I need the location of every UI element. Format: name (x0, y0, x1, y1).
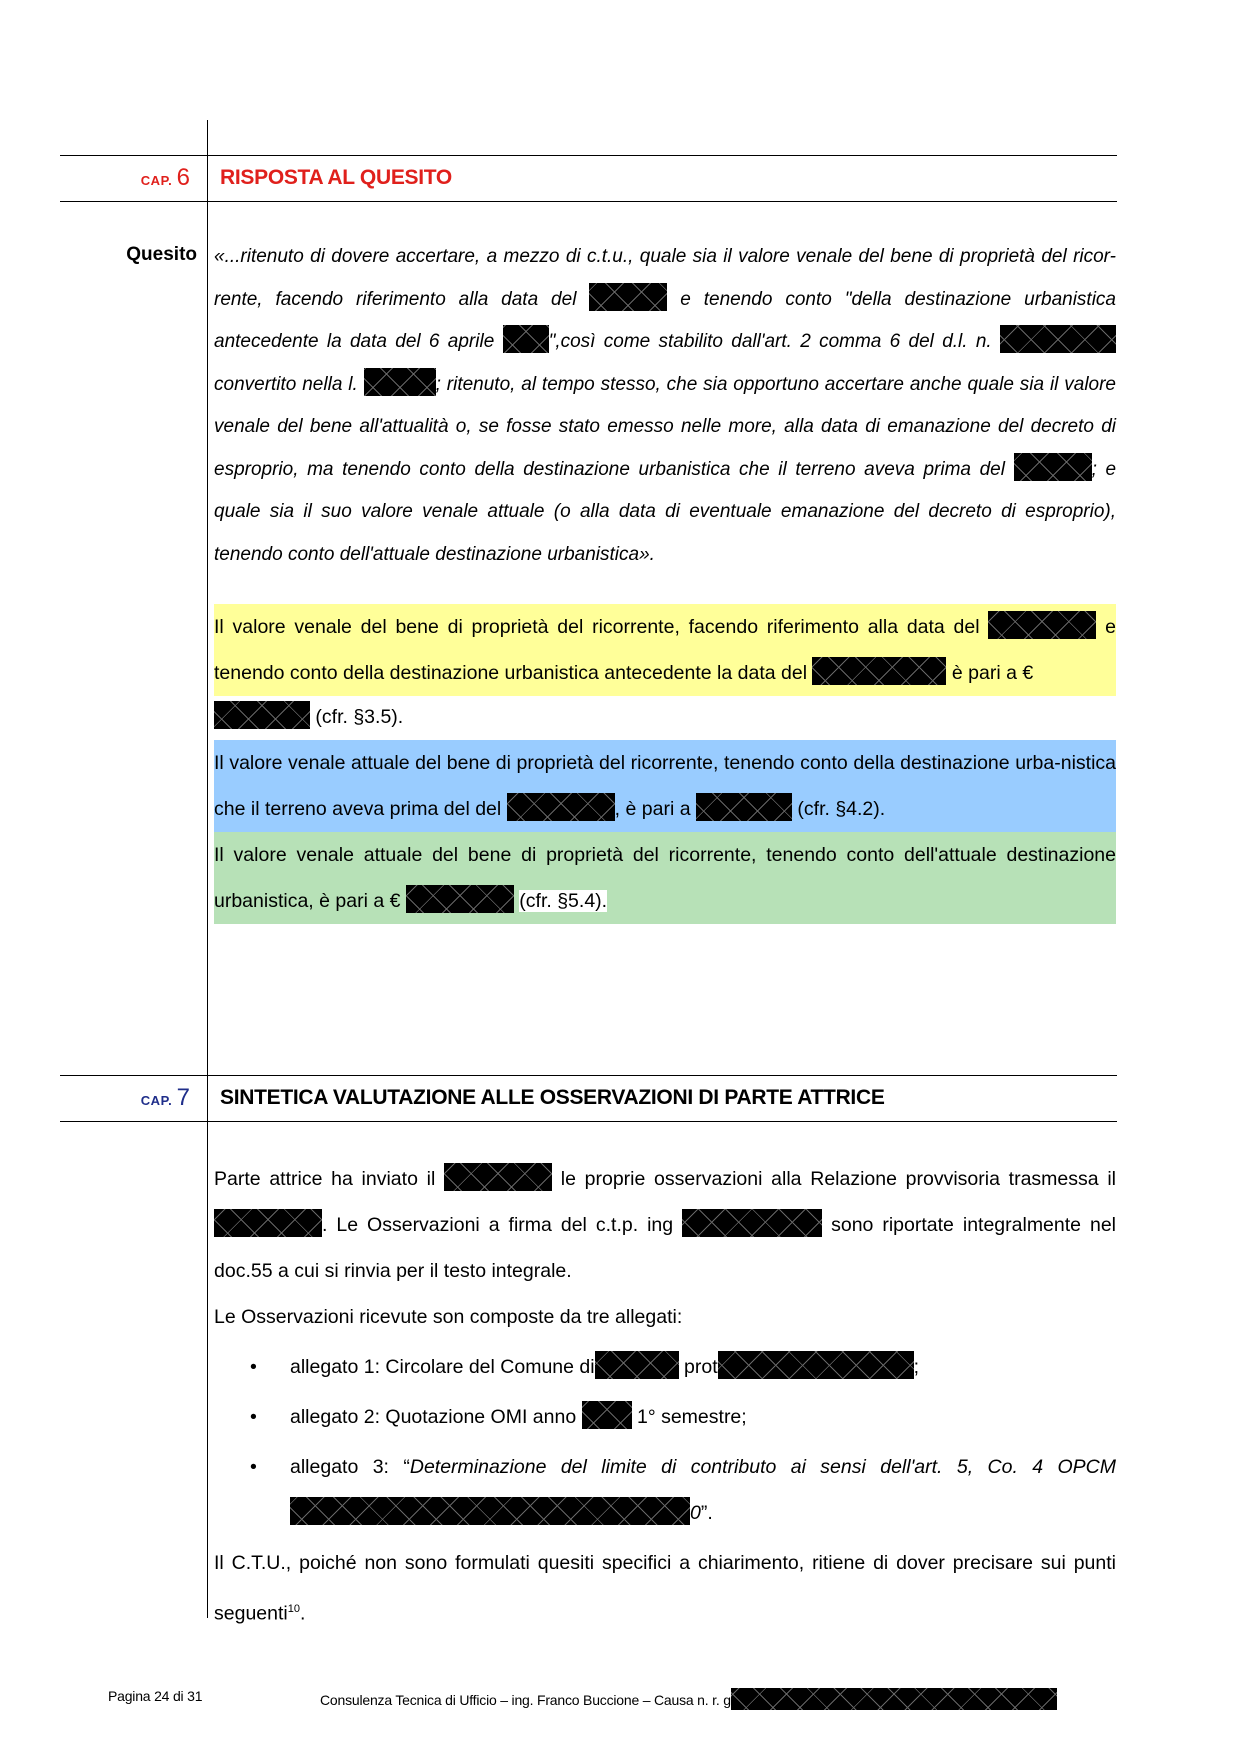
redaction-box (682, 1209, 822, 1237)
list-item (214, 1344, 1116, 1390)
redaction-box (503, 325, 549, 353)
obs-text: . (299, 1602, 306, 1625)
list-item-text: prot (684, 1356, 718, 1378)
list-item-text: ; (913, 1356, 920, 1378)
redaction-box (444, 1163, 552, 1191)
quesito-text-part: ",così come stabilito dall'art. 2 comma 6 del d.l. n. (548, 331, 992, 352)
footnote-ref: 10 (287, 1603, 300, 1615)
footer-page-number: Pagina 24 di 31 (108, 1688, 203, 1704)
redaction-box (812, 657, 946, 685)
list-item-text: allegato 3: “ (290, 1456, 410, 1478)
bullet-icon: • (250, 1406, 257, 1428)
redaction-box (364, 368, 436, 396)
list-item-text: Determinazione del limite di contributo ai sensi dell'art. 5, Co. 4 OPCM (409, 1456, 1116, 1478)
chapter-7-top-rule (60, 1075, 1117, 1076)
quesito-text-part: e tenendo conto "della destinazione urbanistica antecedente la data del 6 aprile (214, 288, 1117, 352)
redaction-box (718, 1351, 914, 1379)
answer-text: Il valore venale attuale del bene di proprietà del ricorrente, tenendo conto dell'attuale destinazione urbanistica, è pari a € (214, 844, 1116, 912)
quesito-text-part: «...ritenuto di dovere accertare, a mezzo di c.t.u., quale sia il valore venale del bene di proprietà del ricor-rente, facendo riferimento alla data del (214, 246, 1116, 310)
list-item (214, 1394, 1116, 1440)
chapter-6-top-rule (60, 155, 1117, 156)
observation-paragraph-3 (214, 1540, 1116, 1637)
redaction-box (507, 793, 615, 821)
list-item-text: 1° semestre; (637, 1406, 747, 1428)
list-item-text: allegato 1: Circolare del Comune di (290, 1356, 595, 1378)
footer-center (320, 1688, 1057, 1710)
answer-3 (214, 832, 1116, 924)
list-item-text: allegato 2: Quotazione OMI anno (290, 1406, 577, 1428)
bullet-icon: • (250, 1356, 257, 1378)
list-item-text: ”. (700, 1502, 713, 1524)
answer-ref: (cfr. §4.2). (797, 798, 886, 820)
observations-block (214, 1156, 1116, 1637)
observation-paragraph-1 (214, 1156, 1116, 1294)
answer-1-end-highlight (214, 706, 310, 728)
chapter-word: CAP. (140, 173, 173, 188)
answer-2 (214, 740, 1116, 832)
chapter-6-bottom-rule (60, 201, 1117, 202)
answer-text: Il valore venale attuale del bene di proprietà del ricorrente, tenendo conto della destinazione urba-nistica che il terreno aveva prima del del (214, 752, 1116, 820)
answer-text: Il valore venale del bene di proprietà del ricorrente, facendo riferimento alla data del (214, 616, 980, 638)
redaction-box (582, 1401, 632, 1429)
obs-text: Il C.T.U., poiché non sono formulati quesiti specifici a chiarimento, ritiene di dover precisare sui punti seguenti (214, 1552, 1116, 1625)
chapter-6-label (10, 164, 190, 192)
redaction-box (589, 283, 667, 311)
chapter-7-label (10, 1084, 190, 1112)
answer-text: è pari a € (951, 662, 1034, 684)
obs-text: . Le Osservazioni a firma del c.t.p. ing (322, 1214, 674, 1236)
chapter-word: CAP. (140, 1093, 173, 1108)
chapter-number: 6 (176, 164, 190, 191)
quesito-text (214, 236, 1116, 576)
obs-text: Parte attrice ha inviato il (214, 1168, 436, 1190)
redaction-box (731, 1688, 1057, 1710)
answer-ref: (cfr. §5.4). (519, 890, 608, 912)
redaction-box (1000, 325, 1116, 353)
redaction-box (406, 885, 514, 913)
chapter-7-title: SINTETICA VALUTAZIONE ALLE OSSERVAZIONI DI PARTE ATTRICE (220, 1086, 885, 1109)
answers-block (214, 604, 1116, 924)
quesito-text-part: ; ritenuto, al tempo stesso, che sia opportuno accertare anche quale sia il valore venale del bene all'attualità o, se fosse stato emesso nelle more, alla data di emanazione del decreto di esproprio, ma tenendo conto della destinazione urbanistica che il terreno aveva prima del (214, 373, 1117, 480)
redaction-box (696, 793, 792, 821)
answer-text: e tenendo conto della destinazione urbanistica antecedente la data del (214, 616, 1116, 684)
redaction-box (988, 611, 1096, 639)
observation-paragraph-2: Le Osservazioni ricevute son composte da tre allegati: (214, 1306, 683, 1328)
bullet-icon: • (250, 1456, 257, 1478)
answer-1 (214, 604, 1116, 696)
chapter-6-title: RISPOSTA AL QUESITO (220, 166, 452, 189)
answer-ref: (cfr. §3.5). (315, 706, 404, 728)
redaction-box (290, 1497, 690, 1525)
quesito-text-part: ; e quale sia il suo valore venale attuale (o alla data di eventuale emanazione del decreto di esproprio), tenendo conto dell'attuale destinazione urbanistica». (214, 458, 1117, 565)
margin-line (207, 120, 208, 1618)
footer-text: Consulenza Tecnica di Ufficio – ing. Franco Buccione – Causa n. r. g (320, 1692, 731, 1708)
list-item (214, 1444, 1116, 1536)
quesito-text-part: convertito nella l. (214, 373, 358, 395)
redaction-box (1014, 453, 1092, 481)
chapter-number: 7 (176, 1084, 190, 1111)
answer-text: , è pari a (614, 798, 691, 820)
redaction-box (595, 1351, 679, 1379)
obs-text: le proprie osservazioni alla Relazione provvisoria trasmessa il (560, 1168, 1116, 1190)
list-item-text: 0 (690, 1502, 701, 1524)
quesito-label: Quesito (126, 244, 197, 265)
redaction-box (214, 701, 310, 729)
obs-text: sono riportate integralmente nel doc.55 a cui si rinvia per il testo integrale. (214, 1214, 1117, 1282)
answer-1-end (214, 694, 1116, 740)
redaction-box (214, 1209, 322, 1237)
chapter-7-bottom-rule (60, 1121, 1117, 1122)
